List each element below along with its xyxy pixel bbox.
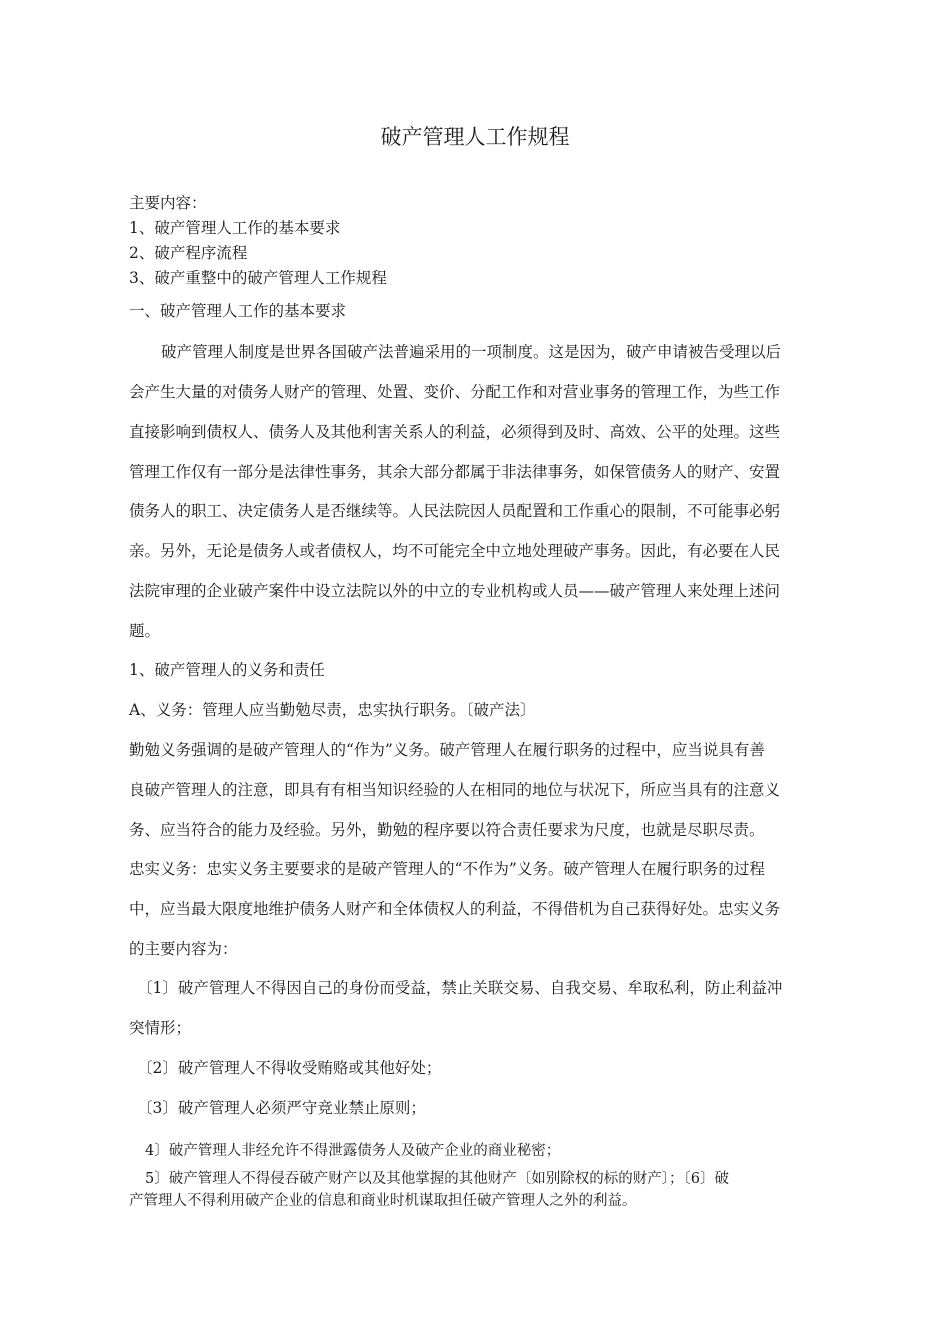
toc-item: 3、破产重整中的破产管理人工作规程: [129, 269, 387, 287]
list-item: 〔3〕破产管理人必须严守竞业禁止原则；: [137, 1099, 426, 1117]
paragraph-line: 破产管理人制度是世界各国破产法普遍采用的一项制度。这是因为，破产申请被告受理以后: [161, 343, 782, 361]
paragraph-line: 亲。另外，无论是债务人或者债权人，均不可能完全中立地处理破产事务。因此，有必要在人民: [129, 542, 781, 560]
toc-item: 1、破产管理人工作的基本要求: [129, 219, 341, 237]
paragraph-line: 良破产管理人的注意，即具有有相当知识经验的人在相同的地位与状况下，所应当具有的注意义: [129, 781, 781, 799]
paragraph-line: 债务人的职工、决定债务人是否继续等。人民法院因人员配置和工作重心的限制，不可能事必躬: [129, 502, 781, 520]
paragraph-line: 管理工作仅有一部分是法律性事务，其余大部分都属于非法律事务，如保管债务人的财产、安置: [129, 463, 781, 481]
paragraph-line: 中，应当最大限度地维护债务人财产和全体债权人的利益，不得借机为自己获得好处。忠实义务: [129, 900, 781, 918]
list-item: 〔2〕破产管理人不得收受贿赂或其他好处；: [137, 1059, 442, 1077]
paragraph-line: 会产生大量的对债务人财产的管理、处置、变价、分配工作和对营业事务的管理工作，为些工作: [129, 383, 781, 401]
paragraph-line: 法院审理的企业破产案件中设立法院以外的中立的专业机构或人员——破产管理人来处理上述问: [129, 582, 781, 600]
toc-item: 2、破产程序流程: [129, 244, 248, 262]
list-item: 4〕破产管理人非经允许不得泄露债务人及破产企业的商业秘密；: [145, 1143, 561, 1159]
list-item: 突情形；: [129, 1019, 192, 1037]
paragraph-line: 的主要内容为：: [129, 940, 238, 958]
paragraph-line: 勤勉义务强调的是破产管理人的“作为”义务。破产管理人在履行职务的过程中，应当说具有善: [129, 741, 765, 759]
list-item: 产管理人不得利用破产企业的信息和商业时机谋取担任破产管理人之外的利益。: [129, 1193, 637, 1209]
paragraph-line: 忠实义务：忠实义务主要要求的是破产管理人的“不作为”义务。破产管理人在履行职务的过程: [129, 860, 765, 878]
list-item: 〔1〕破产管理人不得因自己的身份而受益，禁止关联交易、自我交易、牟取私利，防止利益冲: [137, 979, 783, 997]
paragraph-line: 直接影响到债权人、债务人及其他利害关系人的利益，必须得到及时、高效、公平的处理。这些: [129, 423, 781, 441]
paragraph-line: 务、应当符合的能力及经验。另外，勤勉的程序要以符合责任要求为尺度，也就是尽职尽责。: [129, 821, 765, 839]
list-item: 5〕破产管理人不得侵吞破产财产以及其他掌握的其他财产〔如别除权的标的财产〕；〔6〕破: [145, 1171, 729, 1187]
paragraph-line: 题。: [129, 622, 161, 640]
subsection-heading: 1、破产管理人的义务和责任: [129, 661, 325, 679]
document-title: 破产管理人工作规程: [380, 125, 570, 149]
section-heading: 一、破产管理人工作的基本要求: [129, 302, 347, 320]
duty-line: A、义务：管理人应当勤勉尽责，忠实执行职务。〔破产法〕: [129, 701, 536, 719]
toc-heading: 主要内容：: [129, 194, 207, 212]
